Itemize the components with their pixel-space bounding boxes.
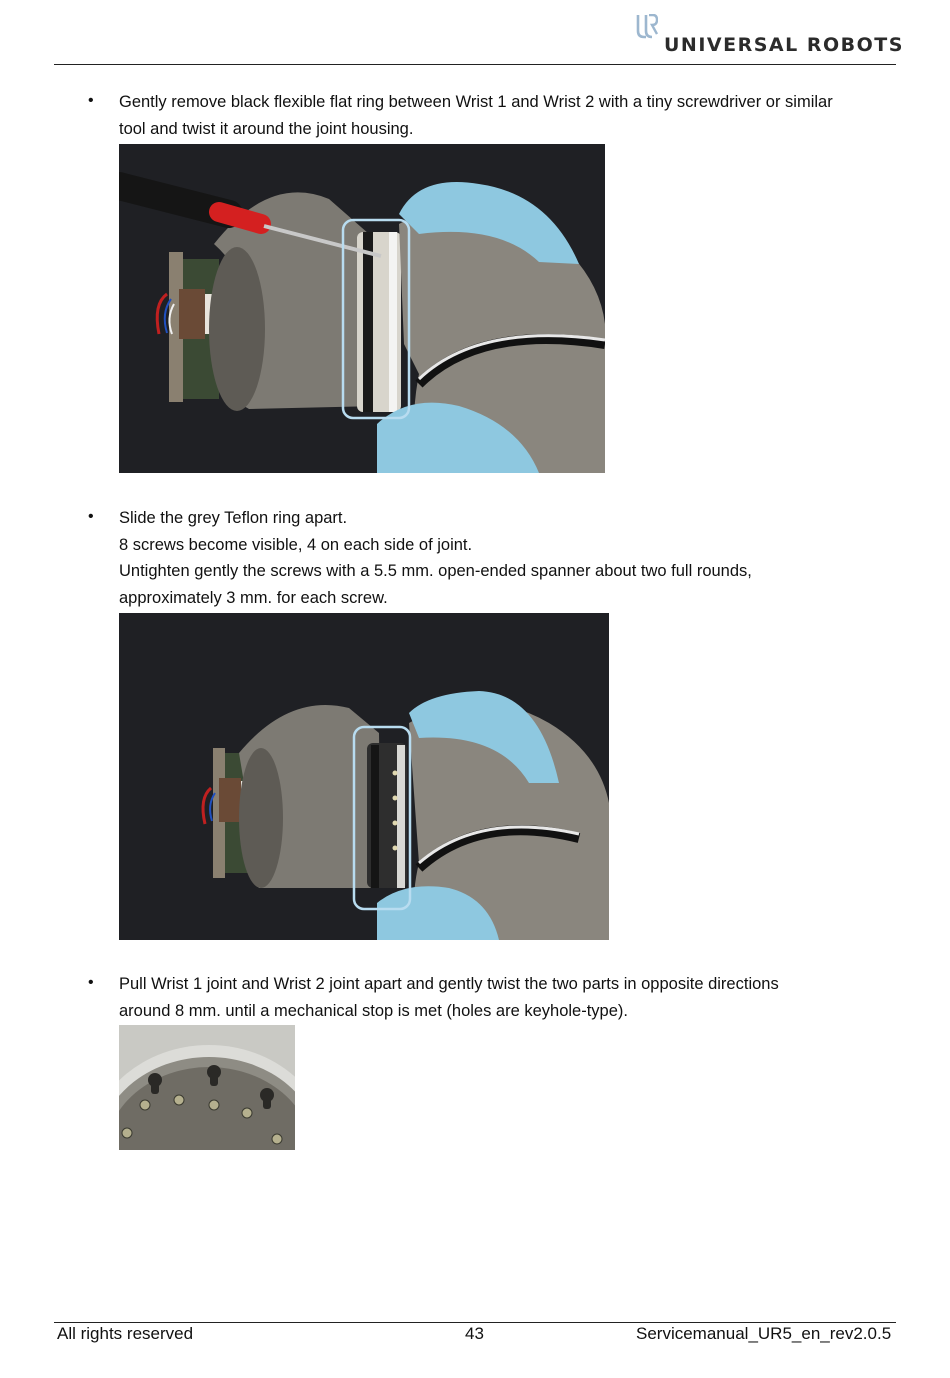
step-2-text xyxy=(119,505,909,611)
text-line: Pull Wrist 1 joint and Wrist 2 joint apart and gently twist the two parts in opposite directions xyxy=(119,975,779,993)
text-line: tool and twist it around the joint housing. xyxy=(119,119,414,138)
text-line: 8 screws become visible, 4 on each side of joint. xyxy=(119,535,473,554)
text-line: Gently remove black flexible flat ring between Wrist 1 and Wrist 2 with a tiny screwdriver or similar xyxy=(119,93,833,111)
header-divider xyxy=(54,64,896,65)
footer-divider xyxy=(54,1322,896,1323)
photo-remove-flat-ring xyxy=(119,144,605,473)
bullet-marker: • xyxy=(88,974,94,991)
step-3-text xyxy=(119,971,909,1024)
text-line: Slide the grey Teflon ring apart. xyxy=(119,509,348,527)
page-number: 43 xyxy=(465,1324,484,1343)
text-line: approximately 3 mm. for each screw. xyxy=(119,588,388,607)
universal-robots-logo xyxy=(636,14,904,58)
bullet-marker: • xyxy=(88,508,94,525)
document-id: Servicemanual_UR5_en_rev2.0.5 xyxy=(636,1324,892,1343)
ur-logo-mark-icon xyxy=(636,14,658,40)
photo-keyhole-closeup xyxy=(119,1025,295,1150)
logo-text: UNIVERSAL ROBOTS xyxy=(664,34,904,56)
footer-copyright: All rights reserved xyxy=(57,1324,194,1343)
step-1-text xyxy=(119,89,909,142)
text-line: around 8 mm. until a mechanical stop is met (holes are keyhole-type). xyxy=(119,1001,628,1020)
bullet-marker: • xyxy=(88,92,94,109)
text-line: Untighten gently the screws with a 5.5 mm. open-ended spanner about two full rounds, xyxy=(119,562,752,581)
photo-slide-teflon-ring xyxy=(119,613,609,940)
